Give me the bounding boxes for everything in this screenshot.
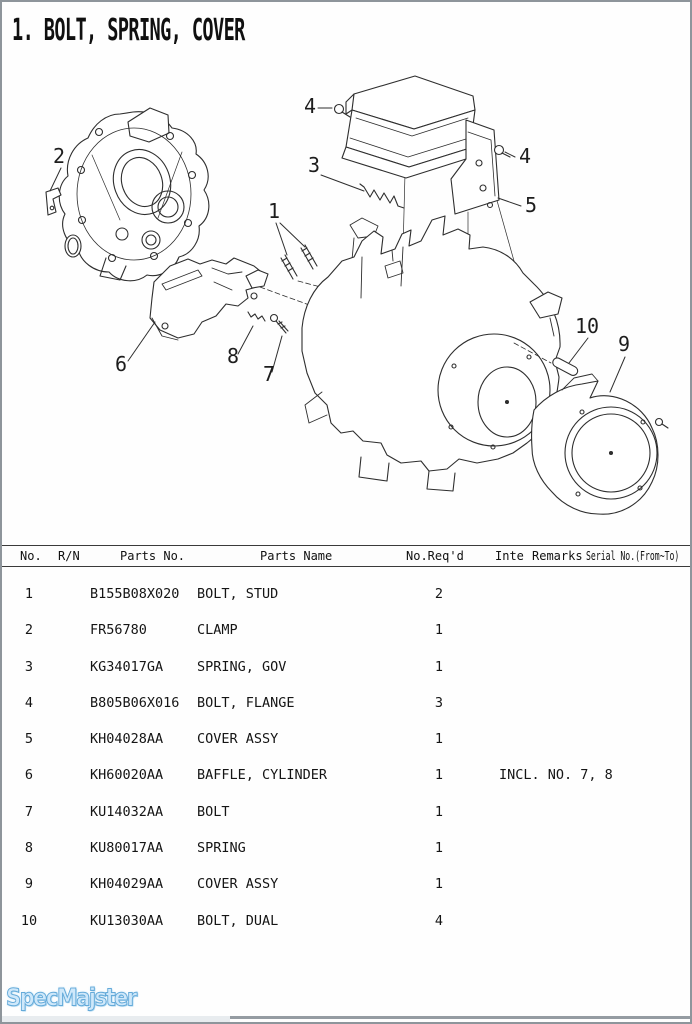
small-spring-and-bolt-drawing [248, 312, 288, 333]
cell-parts-no: FR56780 [90, 622, 147, 639]
callout-9: 9 [617, 332, 631, 356]
cell-parts-name: SPRING, GOV [197, 658, 287, 675]
callout-5: 5 [524, 193, 538, 217]
parts-table-header [2, 545, 692, 567]
cell-req: 1 [434, 731, 444, 748]
cell-no: 10 [20, 912, 38, 929]
callout-4b: 4 [518, 144, 532, 168]
cell-no: 1 [24, 586, 34, 602]
callout-4a: 4 [303, 94, 317, 118]
callout-10: 10 [574, 314, 600, 338]
table-row [2, 686, 692, 722]
header-rn: R/N [58, 549, 80, 563]
cell-parts-no: KH60020AA [90, 767, 164, 784]
header-parts-no: Parts No. [120, 549, 186, 563]
header-inte: Inte [495, 549, 524, 563]
cell-parts-name: BOLT, DUAL [197, 912, 279, 929]
cell-parts-no: KU13030AA [90, 912, 164, 929]
header-parts-name: Parts Name [260, 549, 333, 563]
header-serial: Serial No.(From~To) [586, 549, 680, 563]
cell-parts-no: KU14032AA [90, 803, 164, 820]
cell-parts-no: KH04029AA [90, 876, 164, 893]
cell-req: 1 [434, 803, 444, 820]
table-row [2, 795, 692, 831]
cell-req: 1 [434, 767, 444, 784]
footer-divider-line [230, 1016, 692, 1019]
cell-parts-name: SPRING [197, 840, 246, 857]
table-row [2, 577, 692, 613]
footer-scroll-segment [2, 1016, 230, 1022]
table-row [2, 758, 692, 794]
cell-no: 3 [24, 658, 34, 675]
cell-req: 1 [434, 840, 444, 857]
cell-no: 6 [24, 767, 34, 784]
callout-1: 1 [267, 199, 281, 223]
cell-req: 1 [434, 622, 444, 639]
page-title: 1. BOLT, SPRING, COVER [12, 13, 245, 48]
crankcase-plate-drawing [59, 108, 209, 281]
cell-parts-no: KG34017GA [90, 658, 164, 675]
cell-parts-name: BOLT, FLANGE [197, 694, 295, 711]
cell-parts-no: KU80017AA [90, 840, 164, 857]
cell-no: 5 [24, 731, 34, 748]
engine-block-drawing [302, 216, 562, 491]
header-no: No. [20, 549, 42, 563]
cell-no: 2 [24, 622, 34, 639]
exploded-parts-diagram [2, 60, 692, 544]
cell-parts-no: B155B08X020 [90, 586, 180, 602]
cell-req: 4 [434, 912, 444, 929]
table-row [2, 867, 692, 903]
header-remarks: Remarks [532, 549, 583, 563]
watermark-logo: SpecMajster [6, 983, 136, 1012]
cell-no: 9 [24, 876, 34, 893]
cell-parts-no: B805B06X016 [90, 694, 180, 711]
table-row [2, 904, 692, 940]
callout-7: 7 [262, 362, 276, 386]
table-row [2, 650, 692, 686]
cell-req: 3 [434, 694, 444, 711]
cell-req: 2 [434, 586, 444, 602]
cell-parts-no: KH04028AA [90, 731, 164, 748]
table-row [2, 722, 692, 758]
callout-2: 2 [52, 144, 66, 168]
cell-parts-name: BAFFLE, CYLINDER [197, 767, 328, 784]
callout-3: 3 [307, 153, 321, 177]
cylinder-baffle-drawing [150, 258, 268, 340]
cell-no: 4 [24, 694, 34, 711]
cell-parts-name: COVER ASSY [197, 731, 279, 748]
cell-parts-name: BOLT [197, 803, 230, 820]
callout-8: 8 [226, 344, 240, 368]
cell-parts-name: CLAMP [197, 622, 238, 639]
cell-req: 1 [434, 876, 444, 893]
cell-remarks: INCL. NO. 7, 8 [499, 767, 613, 784]
cell-parts-name: BOLT, STUD [197, 586, 279, 602]
cell-req: 1 [434, 658, 444, 675]
cell-no: 8 [24, 840, 34, 857]
fan-cover-drawing [532, 374, 668, 514]
table-row [2, 831, 692, 867]
clamp-drawing [46, 188, 61, 215]
parts-table-body [2, 577, 692, 940]
cell-parts-name: COVER ASSY [197, 876, 279, 893]
header-req: No.Req'd [406, 549, 464, 563]
cell-no: 7 [24, 803, 34, 820]
callout-6: 6 [114, 352, 128, 376]
table-row [2, 613, 692, 649]
